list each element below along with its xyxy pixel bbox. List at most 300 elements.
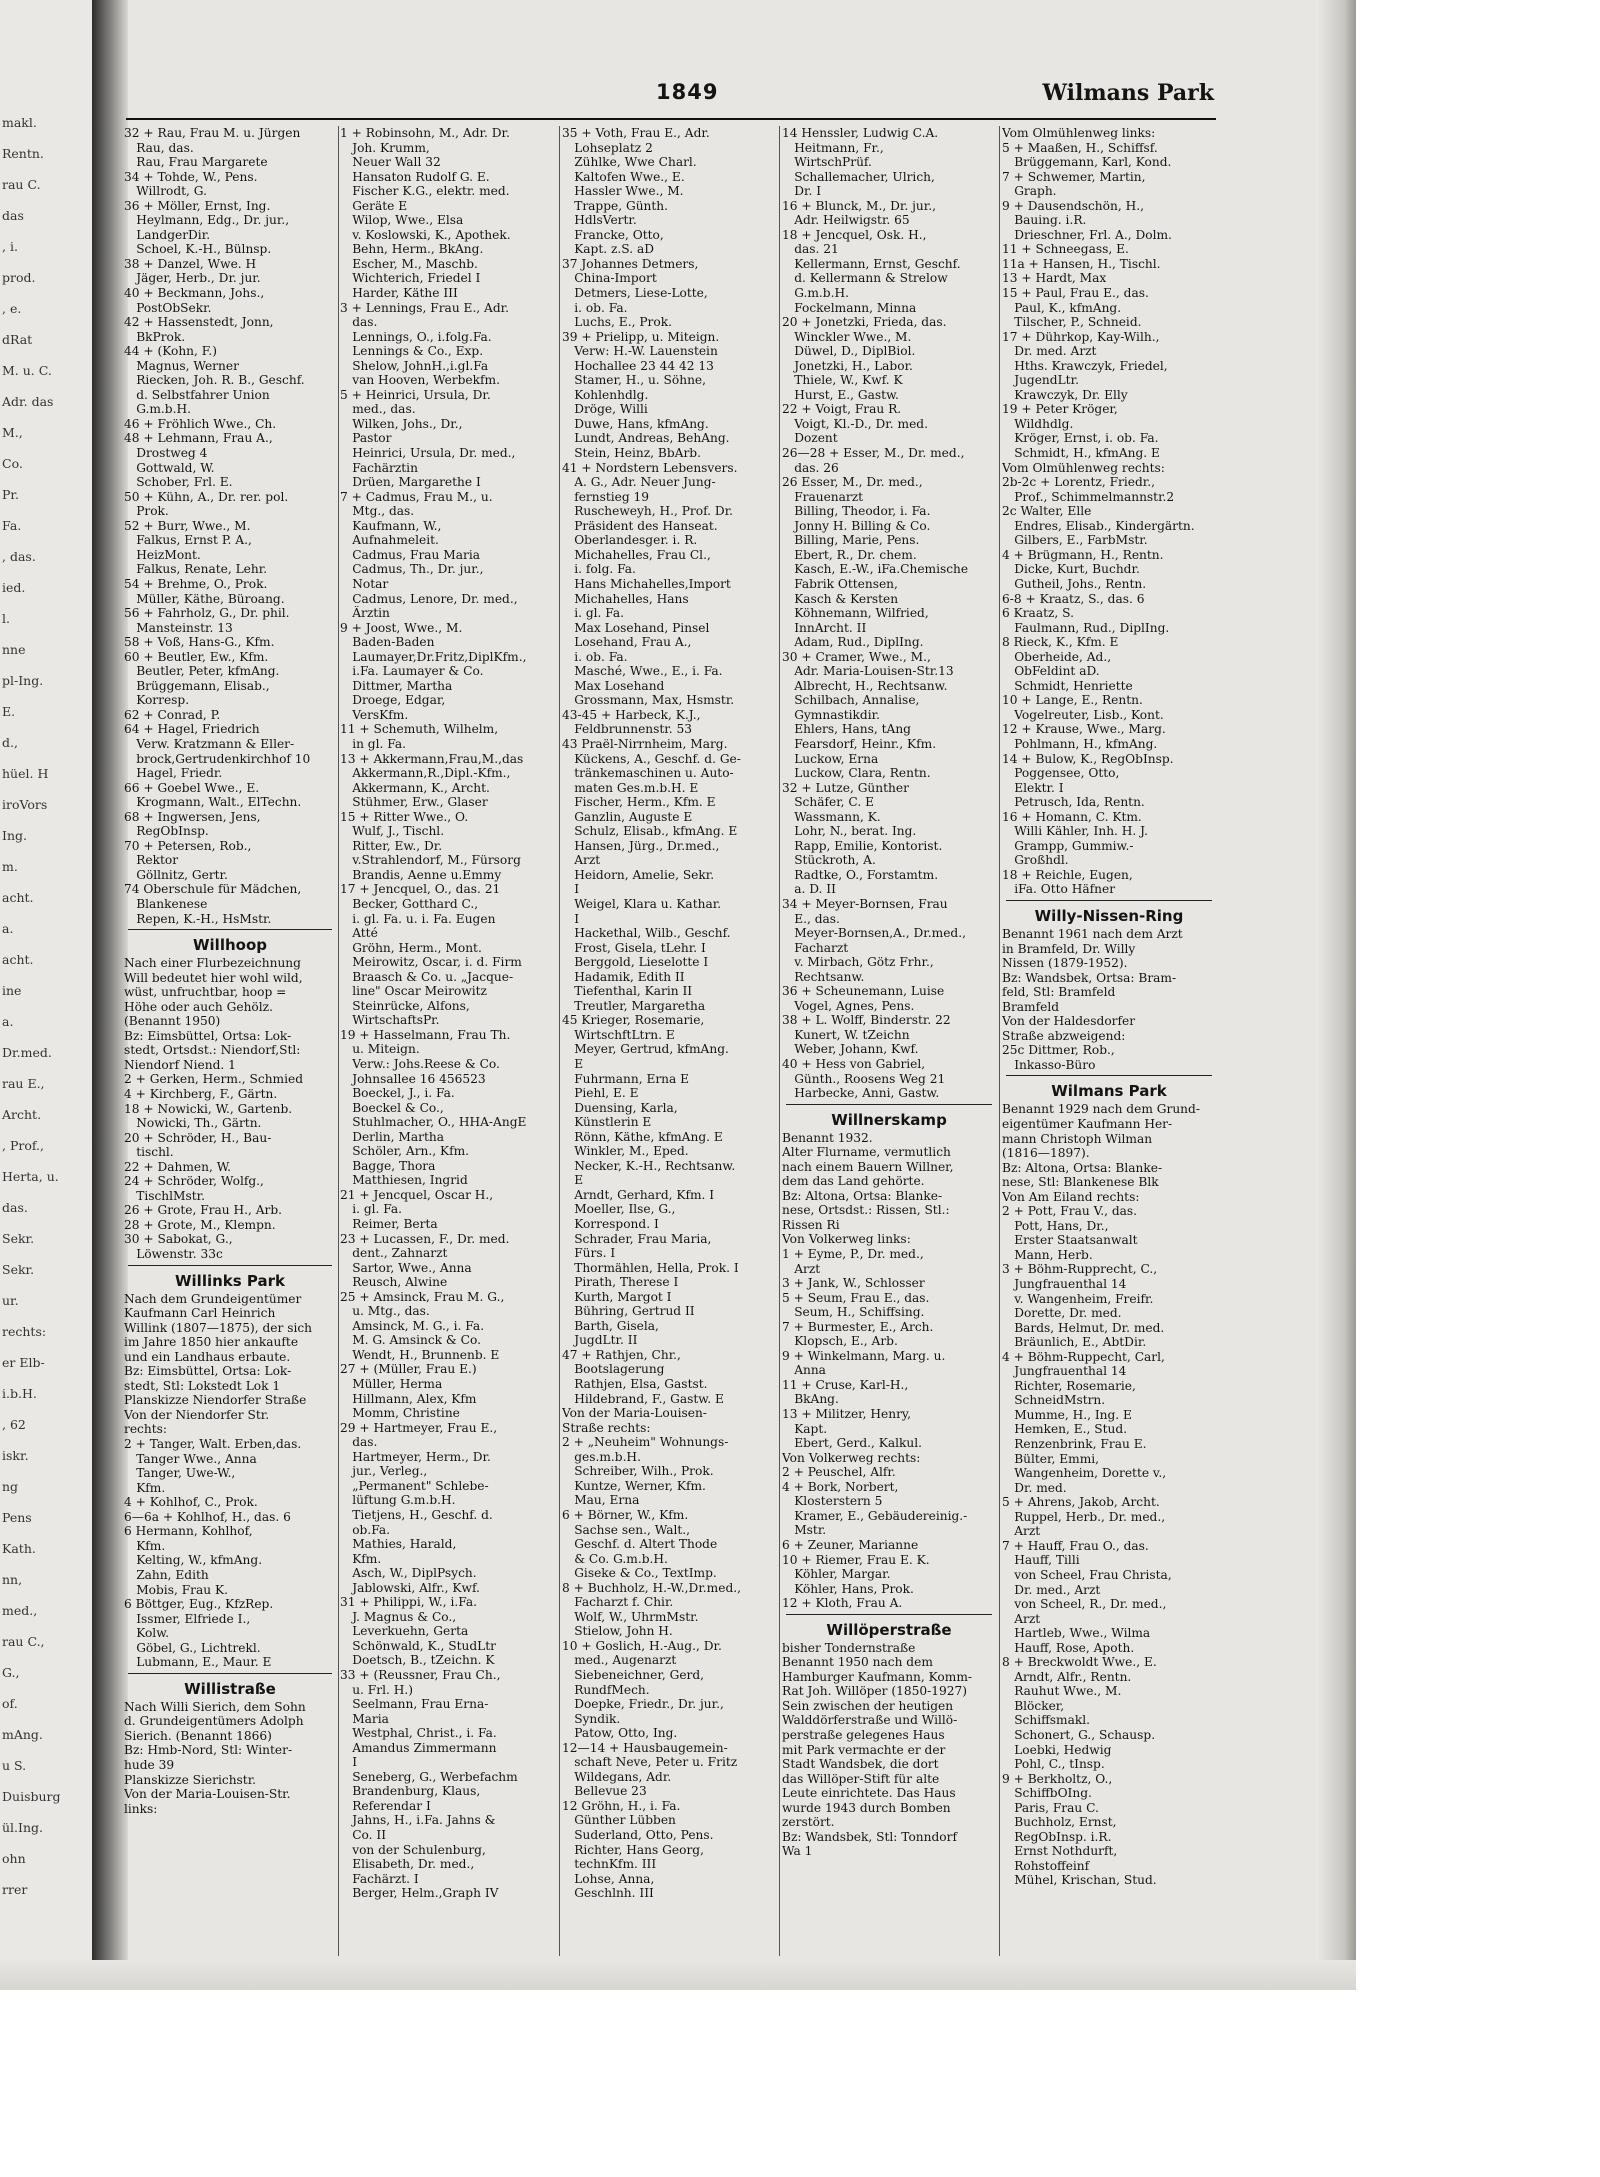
directory-line: Benannt 1961 nach dem Arzt (1002, 926, 1183, 941)
directory-line: Stühmer, Erw., Glaser (340, 795, 488, 810)
directory-line: Kapt. (782, 1421, 828, 1436)
directory-line: Dittmer, Martha (340, 678, 453, 693)
directory-line: Arndt, Gerhard, Kfm. I (562, 1187, 715, 1202)
directory-line: Günther Lübben (562, 1813, 676, 1828)
directory-line: Frauenarzt (782, 489, 864, 504)
directory-line: Sein zwischen der heutigen (782, 1698, 954, 1713)
directory-line: 38 + L. Wolff, Binderstr. 22 (782, 1013, 951, 1028)
directory-line: Verw.: Johs.Reese & Co. (340, 1057, 500, 1071)
directory-line: Cadmus, Th., Dr. jur., (340, 562, 484, 577)
section-rule (128, 1265, 332, 1266)
directory-line: Issmer, Elfriede I., (124, 1611, 251, 1626)
directory-line: Bz: Altona, Ortsa: Blanke- (782, 1188, 943, 1203)
directory-line: Köhler, Hans, Prok. (782, 1581, 914, 1596)
directory-line: Amsinck, M. G., i. Fa. (340, 1318, 485, 1333)
directory-line: Boeckel, J., i. Fa. (340, 1086, 455, 1101)
directory-line: 10 + Lange, E., Rentn. (1002, 693, 1143, 708)
directory-line: Treutler, Margaretha (562, 998, 706, 1013)
directory-line: 12 + Kloth, Frau A. (782, 1596, 903, 1611)
directory-line: 12 + Krause, Wwe., Marg. (1002, 722, 1166, 737)
directory-line: Nach Willi Sierich, dem Sohn (124, 1699, 306, 1714)
directory-line: Falkus, Ernst P. A., (124, 533, 252, 548)
adjacent-page-fragment: iroVors (2, 797, 48, 812)
directory-line: Kunert, W. tZeichn (782, 1027, 910, 1042)
directory-line: 37 Johannes Detmers, (562, 256, 699, 271)
directory-line: Göllnitz, Gertr. (124, 867, 228, 882)
adjacent-page-fragment: acht. (2, 952, 34, 967)
directory-line: Fischer K.G., elektr. med. (340, 184, 510, 199)
directory-line: Verw: H.-W. Lauenstein (562, 344, 718, 359)
directory-line: 14 Henssler, Ludwig C.A. (782, 126, 939, 140)
directory-line: Rissen Ri (782, 1217, 840, 1232)
directory-line: 48 + Lehmann, Frau A., (124, 431, 273, 446)
directory-line: Künstlerin E (562, 1115, 652, 1130)
directory-line: Lubmann, E., Maur. E (124, 1655, 272, 1670)
section-rule (1006, 900, 1212, 901)
directory-line: Lennings, O., i.folg.Fa. (340, 329, 492, 344)
adjacent-page-strip (0, 0, 92, 1990)
directory-line: Gottwald, W. (124, 460, 215, 475)
directory-line: Thiele, W., Kwf. K (782, 373, 903, 388)
directory-line: Losehand, Frau A., (562, 635, 692, 650)
directory-line: Arzt (562, 853, 601, 868)
directory-line: Rapp, Emilie, Kontorist. (782, 838, 943, 853)
directory-line: Wichterich, Friedel I (340, 271, 481, 286)
directory-line: Ernst Nothdurft, (1002, 1844, 1118, 1859)
directory-line: Kohlenhdlg. (562, 387, 649, 402)
adjacent-page-fragment: rrer (2, 1882, 28, 1897)
directory-line: Blöcker, (1002, 1698, 1065, 1713)
directory-line: Frost, Gisela, tLehr. I (562, 940, 706, 955)
directory-line: 47 + Rathjen, Chr., (562, 1347, 681, 1362)
directory-line: Leute einrichtete. Das Haus (782, 1786, 956, 1801)
directory-line: Wangenheim, Dorette v., (1002, 1466, 1167, 1481)
directory-line: Geschf. d. Altert Thode (562, 1537, 718, 1552)
directory-line: Hauff, Rose, Apoth. (1002, 1640, 1135, 1655)
directory-line: Kramer, E., Gebäudereinig.- (782, 1508, 968, 1523)
directory-line: d. Kellermann & Strelow (782, 271, 948, 286)
directory-line: Mobis, Frau K. (124, 1582, 228, 1597)
directory-line: Schilbach, Annalise, (782, 693, 920, 708)
directory-line: Hadamik, Edith II (562, 969, 685, 984)
adjacent-page-fragment: u S. (2, 1758, 27, 1773)
adjacent-page-fragment: rau C., (2, 1634, 45, 1649)
directory-line: 15 + Ritter Wwe., O. (340, 809, 469, 824)
directory-line: med., Augenarzt (562, 1653, 677, 1668)
directory-line: Tanger Wwe., Anna (124, 1451, 257, 1466)
directory-line: tränkemaschinen u. Auto- (562, 766, 734, 781)
directory-line: Prok. (124, 504, 169, 519)
directory-line: Kasch & Kersten (782, 591, 899, 606)
directory-line: Hansen, Jürg., Dr.med., (562, 838, 720, 853)
directory-line: Bootslagerung (562, 1362, 665, 1377)
directory-line: wurde 1943 durch Bomben (782, 1800, 951, 1815)
directory-line: 18 + Reichle, Eugen, (1002, 867, 1133, 882)
directory-line: Tilscher, P., Schneid. (1002, 315, 1142, 330)
directory-line: 8 + Buchholz, H.-W.,Dr.med., (562, 1580, 741, 1595)
directory-line: Köhnemann, Wilfried, (782, 606, 929, 621)
directory-line: Riecken, Joh. R. B., Geschf. (124, 373, 305, 388)
directory-line: Berggold, Lieselotte I (562, 955, 709, 970)
directory-line: Pohl, C., tInsp. (1002, 1757, 1105, 1772)
page-number: 1849 (656, 80, 719, 104)
directory-line: Syndik. (562, 1711, 621, 1726)
adjacent-page-fragment: ül.Ing. (2, 1820, 43, 1835)
directory-line: lüftung G.m.b.H. (340, 1493, 456, 1508)
directory-line: ob.Fa. (340, 1522, 390, 1537)
directory-line: 4 + Brügmann, H., Rentn. (1002, 547, 1164, 562)
directory-line: Präsident des Hanseat. (562, 518, 718, 533)
directory-line: Benannt 1932. (782, 1130, 873, 1145)
directory-line: Günth., Roosens Weg 21 (782, 1071, 946, 1086)
directory-line: Dr. med., Arzt (1002, 1582, 1101, 1597)
directory-line: 6—6a + Kohlhof, H., das. 6 (124, 1509, 291, 1524)
directory-line: Kfm. (124, 1480, 166, 1495)
adjacent-page-fragment: M. u. C. (2, 363, 52, 378)
directory-line: dent., Zahnarzt (340, 1246, 448, 1261)
directory-line: 30 + Sabokat, G., (124, 1232, 233, 1247)
directory-line: Faulmann, Rud., DiplIng. (1002, 620, 1170, 635)
directory-line: 32 + Lutze, Günther (782, 780, 909, 795)
directory-line: v. Koslowski, K., Apothek. (340, 227, 511, 242)
directory-line: Hagel, Friedr. (124, 766, 223, 781)
directory-line: 74 Oberschule für Mädchen, (124, 882, 302, 897)
directory-line: Wulf, J., Tischl. (340, 824, 445, 839)
directory-line: Benannt 1929 nach dem Grund- (1002, 1102, 1200, 1117)
directory-line: Dr. I (782, 184, 822, 199)
directory-line: Bauing. i.R. (1002, 213, 1087, 228)
adjacent-page-fragment: rau E., (2, 1076, 45, 1091)
directory-line: Hamburger Kaufmann, Komm- (782, 1669, 972, 1684)
directory-line: Schallemacher, Ulrich, (782, 169, 935, 184)
directory-line: i. gl. Fa. (340, 1202, 403, 1217)
adjacent-page-fragment: nne (2, 642, 26, 657)
directory-line: 5 + Heinrici, Ursula, Dr. (340, 387, 491, 402)
directory-line: Elektr. I (1002, 780, 1064, 795)
directory-line: Schmidt, Henriette (1002, 678, 1133, 693)
directory-line: Winckler Wwe., M. (782, 329, 912, 344)
directory-line: Aufnahmeleit. (340, 533, 439, 548)
directory-line: 27 + (Müller, Frau E.) (340, 1362, 477, 1377)
directory-line: 19 + Hasselmann, Frau Th. (340, 1027, 511, 1042)
directory-line: Von Am Eiland rechts: (1002, 1189, 1140, 1204)
directory-line: A. G., Adr. Neuer Jung- (562, 475, 716, 490)
directory-line: 13 + Hardt, Max (1002, 271, 1107, 286)
directory-line: Fischer, Herm., Kfm. E (562, 795, 716, 810)
directory-line: 25 + Amsinck, Frau M. G., (340, 1289, 505, 1304)
directory-line: Hassler Wwe., M. (562, 184, 684, 199)
directory-line: Escher, M., Maschb. (340, 256, 478, 271)
directory-line: links: (124, 1801, 158, 1816)
directory-line: wüst, unfruchtbar, hoop = (124, 985, 287, 1000)
directory-line: VersKfm. (340, 707, 409, 722)
directory-line: 52 + Burr, Wwe., M. (124, 518, 251, 533)
directory-line: a. D. II (782, 882, 836, 897)
directory-line: Jungfrauenthal 14 (1002, 1277, 1127, 1292)
directory-line: Tanger, Uwe-W., (124, 1466, 236, 1481)
directory-line: in gl. Fa. (340, 736, 407, 751)
directory-line: JugdLtr. II (562, 1333, 638, 1348)
directory-line: Adr. Maria-Louisen-Str.13 (782, 664, 954, 679)
directory-line: Ehlers, Hans, tAng (782, 722, 911, 737)
directory-line: 5 + Seum, Frau E., das. (782, 1290, 930, 1305)
directory-line: 70 + Petersen, Rob., (124, 838, 252, 853)
directory-line: Pirath, Therese I (562, 1275, 679, 1290)
directory-line: Renzenbrink, Frau E. (1002, 1437, 1147, 1452)
directory-line: 34 + Meyer-Bornsen, Frau (782, 896, 948, 911)
directory-line: 6 + Zeuner, Marianne (782, 1537, 919, 1552)
directory-line: 40 + Hess von Gabriel, (782, 1057, 926, 1071)
directory-line: Akkermann, K., Archt. (340, 780, 490, 795)
directory-line: Kapt. z.S. aD (562, 242, 655, 257)
directory-line: Atté (340, 926, 378, 941)
directory-line: Seelmann, Frau Erna- (340, 1697, 489, 1712)
directory-line: Jungfrauenthal 14 (1002, 1364, 1127, 1379)
adjacent-page-fragment: G., (2, 1665, 20, 1680)
directory-line: Heitmann, Fr., (782, 140, 884, 155)
directory-line: 23 + Lucassen, F., Dr. med. (340, 1231, 510, 1246)
directory-line: 66 + Goebel Wwe., E. (124, 780, 260, 795)
directory-line: Klosterstern 5 (782, 1494, 883, 1509)
directory-line: 18 + Nowicki, W., Gartenb. (124, 1101, 293, 1116)
directory-line: Joh. Krumm, (340, 140, 430, 155)
directory-line: Von der Haldesdorfer (1002, 1014, 1136, 1029)
directory-line: Stuhlmacher, O., HHA-AngE (340, 1115, 527, 1130)
directory-line: Ritter, Ew., Dr. (340, 838, 443, 853)
directory-line: Nach einer Flurbezeichnung (124, 956, 301, 971)
directory-line: SchneidMstrn. (1002, 1393, 1106, 1408)
directory-line: Mansteinstr. 13 (124, 620, 233, 635)
directory-line: 26—28 + Esser, M., Dr. med., (782, 446, 965, 461)
directory-line: Wa 1 (782, 1844, 813, 1859)
directory-line: 9 + Dausendschön, H., (1002, 198, 1144, 213)
directory-line: 2 + Tanger, Walt. Erben,das. (124, 1437, 302, 1452)
directory-line: Planskizze Niendorfer Straße (124, 1393, 307, 1408)
adjacent-page-fragment: iskr. (2, 1448, 29, 1463)
directory-line: Verw. Kratzmann & Eller- (124, 736, 295, 751)
directory-line: Großhdl. (1002, 853, 1069, 868)
directory-line: Schöler, Arn., Kfm. (340, 1144, 470, 1159)
directory-line: Arzt (1002, 1524, 1041, 1539)
street-heading: Willhoop (193, 936, 267, 955)
directory-line: Bz: Hmb-Nord, Stl: Winter- (124, 1743, 293, 1758)
directory-line: Fuhrmann, Erna E (562, 1071, 690, 1086)
directory-line: u. Frl. H.) (340, 1682, 413, 1697)
directory-line: i. gl. Fa. (562, 606, 625, 621)
directory-line: Referendar I (340, 1798, 431, 1813)
directory-column-5 (1002, 126, 1216, 1956)
directory-line: 28 + Grote, M., Klempn. (124, 1217, 276, 1232)
directory-line: Bz: Eimsbüttel, Ortsa: Lok- (124, 1028, 292, 1043)
directory-line: Duensing, Karla, (562, 1100, 678, 1115)
directory-line: Bz: Altona, Ortsa: Blanke- (1002, 1160, 1163, 1175)
directory-line: Fürs. I (562, 1246, 616, 1261)
directory-line: Rohstoffeinf (1002, 1858, 1090, 1873)
directory-line: Mumme, H., Ing. E (1002, 1407, 1132, 1422)
directory-line: v. Wangenheim, Freifr. (1002, 1291, 1154, 1306)
section-rule (128, 929, 332, 930)
directory-line: Von Volkerweg rechts: (782, 1450, 921, 1465)
directory-line: das. 26 (782, 460, 839, 475)
directory-line: Ärztin (340, 606, 390, 621)
adjacent-page-fragment: ohn (2, 1851, 26, 1866)
directory-line: China-Import (562, 271, 657, 286)
directory-line: Mtg., das. (340, 504, 415, 519)
directory-line: Jäger, Herb., Dr. jur. (124, 271, 261, 286)
directory-line: Löwenstr. 33c (124, 1247, 223, 1262)
adjacent-page-fragment: nn, (2, 1572, 23, 1587)
directory-line: v. Mirbach, Götz Frhr., (782, 955, 934, 970)
directory-line: 7 + Hauff, Frau O., das. (1002, 1538, 1149, 1553)
adjacent-page-fragment: Fa. (2, 518, 22, 533)
directory-line: Facharzt f. Chir. (562, 1595, 674, 1610)
directory-line: 8 + Breckwoldt Wwe., E. (1002, 1655, 1157, 1670)
directory-line: Sartor, Wwe., Anna (340, 1260, 472, 1275)
directory-line: Richter, Hans Georg, (562, 1842, 704, 1857)
adjacent-page-fragment: dRat (2, 332, 33, 347)
directory-line: Walddörferstraße und Willö- (782, 1713, 958, 1728)
directory-line: Köhler, Margar. (782, 1567, 891, 1582)
directory-line: Brüggemann, Karl, Kond. (1002, 155, 1172, 170)
column-divider (999, 126, 1000, 1956)
directory-line: BkAng. (782, 1392, 839, 1407)
directory-line: iFa. Otto Häfner (1002, 882, 1116, 897)
directory-line: Dr. med. (1002, 1480, 1067, 1495)
directory-line: 56 + Fahrholz, G., Dr. phil. (124, 606, 290, 621)
directory-line: und ein Landhaus erbaute. (124, 1349, 291, 1364)
directory-line: 3 + Jank, W., Schlosser (782, 1276, 925, 1291)
page-header (126, 80, 1214, 120)
directory-line: Westphal, Christ., i. Fa. (340, 1726, 497, 1741)
directory-line: 21 + Jencquel, Oscar H., (340, 1187, 494, 1202)
directory-line: 40 + Beckmann, Johs., (124, 286, 265, 301)
directory-line: Wildegans, Adr. (562, 1769, 672, 1784)
directory-line: Kelting, W., kfmAng. (124, 1553, 263, 1568)
directory-line: 58 + Voß, Hans-G., Kfm. (124, 635, 275, 650)
directory-line: 7 + Cadmus, Frau M., u. (340, 489, 493, 504)
page-title: Wilmans Park (1042, 80, 1214, 106)
directory-line: Meirowitz, Oscar, i. d. Firm (340, 955, 522, 970)
directory-line: Albrecht, H., Rechtsanw. (782, 678, 948, 693)
directory-line: Oberlandesger. i. R. (562, 533, 698, 548)
adjacent-page-fragment: i.b.H. (2, 1386, 37, 1401)
directory-line: J. Magnus & Co., (340, 1609, 457, 1624)
adjacent-page-fragment: Archt. (2, 1107, 42, 1122)
directory-line: 15 + Paul, Frau E., das. (1002, 286, 1149, 301)
street-heading: Willinks Park (174, 1271, 285, 1290)
directory-line: 4 + Bork, Norbert, (782, 1479, 899, 1494)
directory-line: SchiffbOIng. (1002, 1786, 1092, 1801)
directory-line: Korresp. (124, 693, 190, 708)
adjacent-page-fragment: d., (2, 735, 18, 750)
directory-column-1 (124, 126, 336, 1956)
directory-line: Ebert, R., Dr. chem. (782, 547, 917, 562)
directory-line: Reusch, Alwine (340, 1275, 448, 1290)
directory-line: 12—14 + Hausbaugemein- (562, 1740, 728, 1755)
directory-line: WirtschPrüf. (782, 155, 872, 170)
adjacent-page-fragment: Ing. (2, 828, 27, 843)
directory-line: 16 + Homann, C. Ktm. (1002, 809, 1142, 824)
directory-line: Lohse, Anna, (562, 1871, 655, 1886)
directory-line: das Willöper-Stift für alte (782, 1771, 940, 1786)
directory-line: Geschlnh. III (562, 1886, 654, 1901)
directory-line: Matthiesen, Ingrid (340, 1173, 468, 1188)
directory-line: Luchs, E., Prok. (562, 315, 672, 330)
directory-line: Bz: Eimsbüttel, Ortsa: Lok- (124, 1364, 292, 1379)
directory-line: 5 + Maaßen, H., Schiffsf. (1002, 140, 1158, 155)
directory-line: Ebert, Gerd., Kalkul. (782, 1436, 923, 1451)
section-rule (128, 1673, 332, 1674)
directory-line: 64 + Hagel, Friedrich (124, 722, 260, 737)
directory-line: Harbecke, Anni, Gastw. (782, 1086, 940, 1101)
directory-line: 39 + Prielipp, u. Miteign. (562, 329, 720, 344)
directory-line: 46 + Fröhlich Wwe., Ch. (124, 416, 277, 431)
directory-line: E., das. (782, 911, 840, 926)
directory-line: Dozent (782, 431, 838, 446)
directory-line: Erster Staatsanwalt (1002, 1233, 1138, 1248)
directory-line: 2c Walter, Elle (1002, 504, 1092, 519)
directory-line: Kuntze, Werner, Kfm. (562, 1478, 706, 1493)
directory-line: Schober, Frl. E. (124, 475, 233, 490)
directory-line: Baden-Baden (340, 635, 435, 650)
directory-line: JugendLtr. (1002, 373, 1079, 388)
directory-line: 1 + Eyme, P., Dr. med., (782, 1247, 924, 1262)
directory-line: „Permanent" Schlebe- (340, 1478, 489, 1493)
directory-line: 3 + Lennings, Frau E., Adr. (340, 300, 510, 315)
directory-line: Anna (782, 1363, 826, 1378)
directory-line: Dröge, Willi (562, 402, 648, 417)
directory-line: Göbel, G., Lichtrekl. (124, 1640, 261, 1655)
directory-line: LandgerDir. (124, 227, 211, 242)
directory-line: Duwe, Hans, kfmAng. (562, 416, 709, 431)
directory-line: 1 + Robinsohn, M., Adr. Dr. (340, 126, 510, 140)
directory-line: Straße rechts: (562, 1420, 651, 1435)
directory-line: PostObSekr. (124, 300, 212, 315)
directory-line: Asch, W., DiplPsych. (340, 1566, 477, 1581)
directory-line: Fachärztin (340, 460, 418, 475)
directory-line: mit Park vermachte er der (782, 1742, 946, 1757)
directory-line: Von Volkerweg links: (782, 1232, 911, 1247)
directory-line: Hurst, E., Gastw. (782, 387, 899, 402)
directory-line: ObFeldint aD. (1002, 664, 1100, 679)
directory-line: 2 + „Neuheim" Wohnungs- (562, 1435, 729, 1450)
header-rule (126, 118, 1216, 120)
directory-line: Arndt, Alfr., Rentn. (1002, 1669, 1132, 1684)
directory-line: u. Miteign. (340, 1042, 420, 1057)
directory-line: 43 Praël-Nirrnheim, Marg. (562, 736, 728, 751)
directory-line: 32 + Rau, Frau M. u. Jürgen (124, 126, 301, 140)
directory-line: Prof., Schimmelmannstr.2 (1002, 489, 1175, 504)
adjacent-page-fragment: Sekr. (2, 1262, 35, 1277)
directory-line: Billing, Theodor, i. Fa. (782, 504, 931, 519)
adjacent-page-fragment: makl. (2, 115, 37, 130)
directory-line: Luckow, Erna (782, 751, 879, 766)
directory-line: technKfm. III (562, 1857, 657, 1872)
directory-line: 10 + Riemer, Frau E. K. (782, 1552, 930, 1567)
directory-line: Radtke, O., Forstamtm. (782, 867, 939, 882)
adjacent-page-fragment: er Elb- (2, 1355, 45, 1370)
directory-line: von der Schulenburg, (340, 1842, 486, 1857)
directory-line: 54 + Brehme, O., Prok. (124, 576, 268, 591)
directory-line: Brandis, Aenne u.Emmy (340, 867, 502, 882)
directory-line: Schönwald, K., StudLtr (340, 1638, 496, 1653)
directory-line: Stamer, H., u. Söhne, (562, 373, 707, 388)
directory-line: Winkler, M., Eped. (562, 1144, 689, 1159)
directory-line: 6 + Börner, W., Kfm. (562, 1507, 689, 1522)
directory-line: 6 Hermann, Kohlhof, (124, 1524, 253, 1539)
directory-line: Höhe oder auch Gehölz. (124, 999, 273, 1014)
directory-line: line" Oscar Meirowitz (340, 984, 487, 999)
